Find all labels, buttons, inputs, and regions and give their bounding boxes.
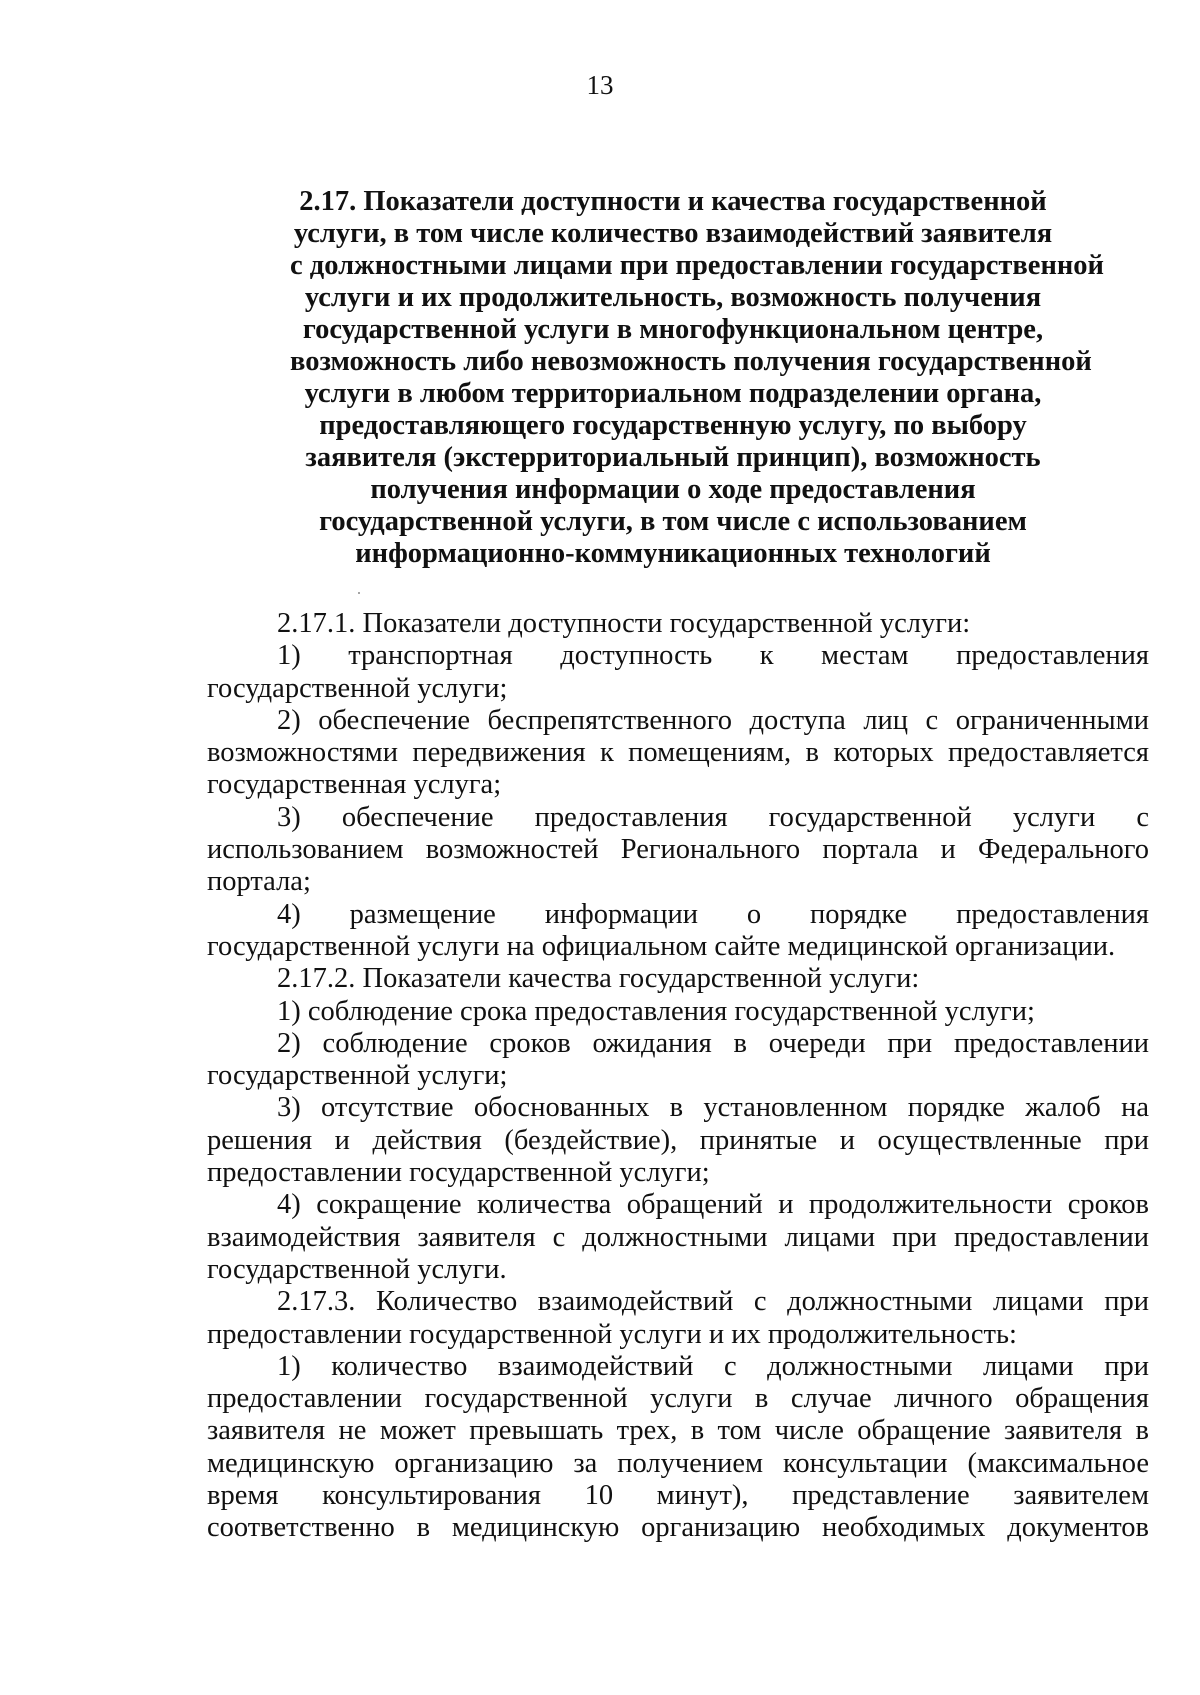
heading-line: услуги и их продолжительность, возможность получения [304, 282, 1042, 313]
paragraph: 2.17.3. Количество взаимодействий с должностными лицами при предоставлении государственной услуги и их продолжительность: [207, 1286, 1149, 1350]
heading-line: заявителя (экстерриториальный принцип), возможность [305, 442, 1041, 473]
heading-line: услуги в любом территориальном подразделении органа, [304, 378, 1042, 409]
heading-line: 2.17. Показатели доступности и качества государственной [299, 186, 1047, 217]
paragraph: 4) сокращение количества обращений и продолжительности сроков взаимодействия заявителя с должностными лицами при предоставлении государственной услуги. [207, 1189, 1149, 1285]
section-heading [290, 186, 1104, 570]
paragraph: 2.17.1. Показатели доступности государственной услуги: [277, 608, 971, 639]
paragraph: 3) отсутствие обоснованных в установленном порядке жалоб на решения и действия (бездействие), принятые и осуществленные при предоставлении государственной услуги; [207, 1092, 1149, 1189]
paragraph: 2) обеспечение беспрепятственного доступа лиц с ограниченными возможностями передвижения к помещениям, в которых предоставляется государственная услуга; [207, 704, 1149, 801]
heading-line: с должностными лицами при предоставлении государственной [290, 250, 1104, 281]
paragraph: 2.17.2. Показатели качества государственной услуги: [277, 963, 920, 995]
heading-line: информационно-коммуникационных технологий [355, 538, 991, 569]
paragraph: 1) соблюдение срока предоставления государственной услуги; [277, 995, 1035, 1027]
heading-line: предоставляющего государственную услугу, по выбору [319, 410, 1027, 441]
heading-line: государственной услуги, в том числе с использованием [319, 506, 1027, 537]
heading-line: возможность либо невозможность получения государственной [290, 346, 1092, 377]
heading-line: услуги, в том числе количество взаимодействий заявителя [293, 218, 1053, 249]
heading-line: получения информации о ходе предоставления [370, 474, 976, 505]
paragraph: 1) количество взаимодействий с должностными лицами при предоставлении государственной услуги в случае личного обращения заявителя не может превышать трех, в том числе обращение заявителя в медицинскую организацию за получением консультации (максимальное время консультирования 10 минут), представление заявителем соответственно в медицинскую организацию необходимых документов [207, 1350, 1149, 1544]
paragraph: 1) транспортная доступность к местам предоставления государственной услуги; [207, 640, 1149, 704]
heading-line: государственной услуги в многофункциональном центре, [302, 314, 1044, 345]
document-body [207, 608, 1149, 1545]
paragraph: 3) обеспечение предоставления государственной услуги с использованием возможностей Регионального портала и Федерального портала; [207, 801, 1149, 898]
paragraph: 2) соблюдение сроков ожидания в очереди при предоставлении государственной услуги; [207, 1027, 1149, 1092]
scan-speck [358, 592, 360, 594]
paragraph: 4) размещение информации о порядке предоставления государственной услуги на официальном сайте медицинской организации. [207, 898, 1149, 962]
page-number: 13 [586, 70, 614, 100]
